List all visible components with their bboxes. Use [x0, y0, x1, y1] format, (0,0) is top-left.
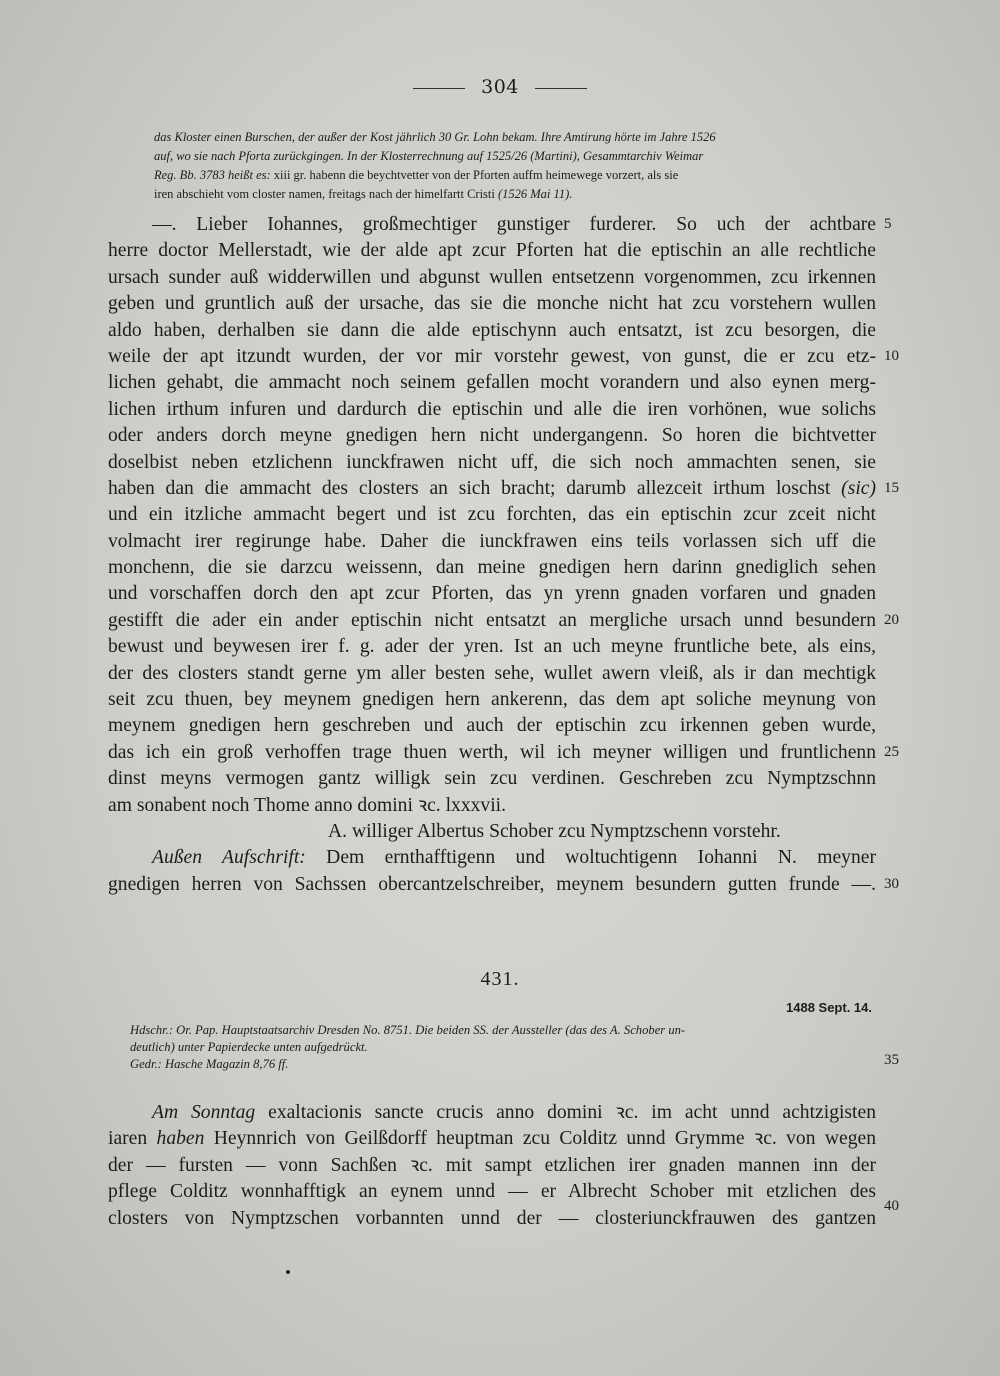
ink-speck — [286, 1270, 290, 1274]
text-segment: exaltacionis sancte crucis anno domini ꝛc. im acht unnd achtzigisten — [255, 1102, 876, 1123]
text-line: closters von Nymptzschen vorbannten unnd der — closteriunckfrauwen des gantzen — [108, 1207, 876, 1229]
text-line: geben und gruntlich auß der ursache, das sie die monche nicht hat zcu vorstehern wullen — [108, 293, 876, 315]
text-line — [108, 476, 876, 502]
source-line: deutlich) unter Papierdecke unten aufgedrückt. — [130, 1040, 368, 1054]
text-line: volmacht irer regirunge habe. Daher die iunckfrawen eins teils vorlassen sich uff die — [108, 530, 876, 552]
line-number: 15 — [884, 480, 899, 496]
text-line: ursach sunder auß widderwillen und abgunst wullen entsetzenn vorgenommen, zcu irkennen — [108, 266, 876, 288]
text-line: doselbist neben etzlichenn iunckfrawen nicht uff, die sich noch ammachten senen, sie — [108, 451, 876, 473]
text-line: weile der apt itzundt wurden, der vor mir vorstehr gewest, von gunst, die er zcu etz- — [108, 345, 876, 367]
emphasis: haben — [156, 1128, 205, 1150]
line-number: 10 — [884, 348, 899, 364]
page-number: 304 — [481, 76, 519, 98]
text-segment: iaren — [108, 1128, 157, 1150]
text-line: monchenn, die sie darzcu weissenn, dan meine gnedigen hern darinn gnediglich sehen — [108, 557, 876, 579]
line-number: 35 — [884, 1052, 899, 1068]
document-number: 431. — [480, 968, 520, 990]
footnote-text: xiii gr. habenn die beychtvetter von der Pforten auffm heimewege vorzert, als sie — [270, 168, 679, 182]
text-line: —. Lieber Iohannes, großmechtiger gunstiger furderer. So uch der achtbare — [152, 214, 876, 235]
text-line — [108, 1100, 876, 1126]
text-line: meynem gnedigen hern geschreben und auch der eptischin zcu irkennen geben wurde, — [108, 715, 876, 737]
footnote-line — [154, 185, 876, 204]
address-line — [108, 845, 876, 871]
text-line: lichen irthum infuren und dardurch die eptischin und alle die iren vorhönen, wue solichs — [108, 398, 876, 420]
signature-line: A. williger Albertus Schober zcu Nymptzschenn vorstehr. — [328, 820, 781, 842]
text-segment: Heynnrich von Geilßdorff heuptman zcu Colditz unnd Grymme ꝛc. von wegen — [204, 1128, 877, 1150]
text-segment: haben dan die ammacht des closters an sich bracht; darumb allezceit irthum loschst — [108, 477, 831, 499]
line-number: 40 — [884, 1198, 899, 1214]
text-line: der — fursten — vonn Sachßen ꝛc. mit sampt etzlichen irer gnaden mannen inn der — [108, 1154, 876, 1176]
text-line: dinst meyns vermogen gantz willigk sein zcu verdinen. Geschreben zcu Nymptzschnn — [108, 768, 876, 790]
text-line: und ein itzliche ammacht begert und ist zcu forchten, das ein eptischin zcur zceit nicht — [108, 504, 876, 526]
second-letter-body — [108, 1100, 876, 1232]
text-line: lichen gehabt, die ammacht noch seinem gefallen mocht vorandern und also eynen merg- — [108, 372, 876, 394]
line-number: 25 — [884, 744, 899, 760]
text-line: seit zcu thuen, bey meynem gnedigen hern ankerenn, das dem apt soliche meynung von — [108, 689, 876, 711]
text-line: aldo haben, derhalben sie dann die alde eptischynn auch entsatzt, ist zcu besorgen, die — [108, 319, 876, 341]
footnote — [154, 128, 876, 204]
source-line: Gedr.: Hasche Magazin 8,76 ff. — [130, 1057, 289, 1071]
date-phrase: Am Sonntag — [152, 1102, 256, 1123]
text-line: und vorschaffen dorch den apt zcur Pforten, das yn yrenn gnaden vorfaren und gnaden — [108, 583, 876, 605]
line-number: 30 — [884, 876, 899, 892]
text-line — [108, 1126, 876, 1152]
source-line: Hdschr.: Or. Pap. Hauptstaatsarchiv Dresden No. 8751. Die beiden SS. der Aussteller (das des A. Schober un- — [130, 1023, 686, 1037]
address-line: gnedigen herren von Sachssen obercantzelschreiber, meynem besundern gutten frunde —. — [108, 873, 876, 895]
line-number: 5 — [884, 216, 892, 232]
line-number: 20 — [884, 612, 899, 628]
source-notes — [130, 1022, 876, 1073]
footnote-line: auf, wo sie nach Pforta zurückgingen. In der Klosterrechnung auf 1525/26 (Martini), Gesammtarchiv Weimar — [154, 149, 704, 163]
footnote-date: (1526 Mai 11). — [497, 187, 573, 201]
text-line: das ich ein groß verhoffen trage thuen werth, wil ich meyner willigen und fruntlichenn — [108, 741, 876, 763]
page-header — [0, 76, 1000, 98]
text-line: pflege Colditz wonnhafftigk an eynem unnd — er Albrecht Schober mit etzlichen des — [108, 1181, 876, 1203]
footnote-line — [154, 166, 876, 185]
footnote-text: iren abschieht vom closter namen, freitags nach der himelfartt Cristi — [154, 187, 498, 201]
text-line: oder anders dorch meyne gnedigen hern nicht undergangenn. So horen die bichtvetter — [108, 425, 876, 447]
text-line: herre doctor Mellerstadt, wie der alde apt zcur Pforten hat die eptischin an alle rechtliche — [108, 240, 876, 262]
address-text: Dem ernthafftigenn und woltuchtigenn Iohanni N. meyner — [305, 847, 876, 869]
text-line: der des closters standt gerne ym aller besten sehe, wullet awern vleiß, als ir dan mechtigk — [108, 662, 876, 684]
text-line: am sonabent noch Thome anno domini ꝛc. lxxxvii. — [108, 794, 507, 816]
letter-body — [108, 212, 876, 898]
footnote-ref: Reg. Bb. 3783 heißt es: — [154, 168, 271, 182]
text-line: bewust und beywesen irer f. g. ader der yren. Ist an uch meyne fruntliche bete, als eins, — [108, 636, 876, 658]
text-line: gestifft die ader ein ander eptischin nicht entsatzt an mergliche ursach unnd besundern — [108, 609, 876, 631]
address-label: Außen Aufschrift: — [152, 847, 306, 869]
document-date: 1488 Sept. 14. — [786, 1000, 872, 1015]
footnote-line: das Kloster einen Burschen, der außer der Kost jährlich 30 Gr. Lohn bekam. Ihre Amtirung hörte im Jahre 1526 — [154, 130, 716, 144]
sic-mark: (sic) — [841, 477, 876, 499]
header-rule-right — [535, 88, 587, 89]
header-rule-left — [413, 88, 465, 89]
